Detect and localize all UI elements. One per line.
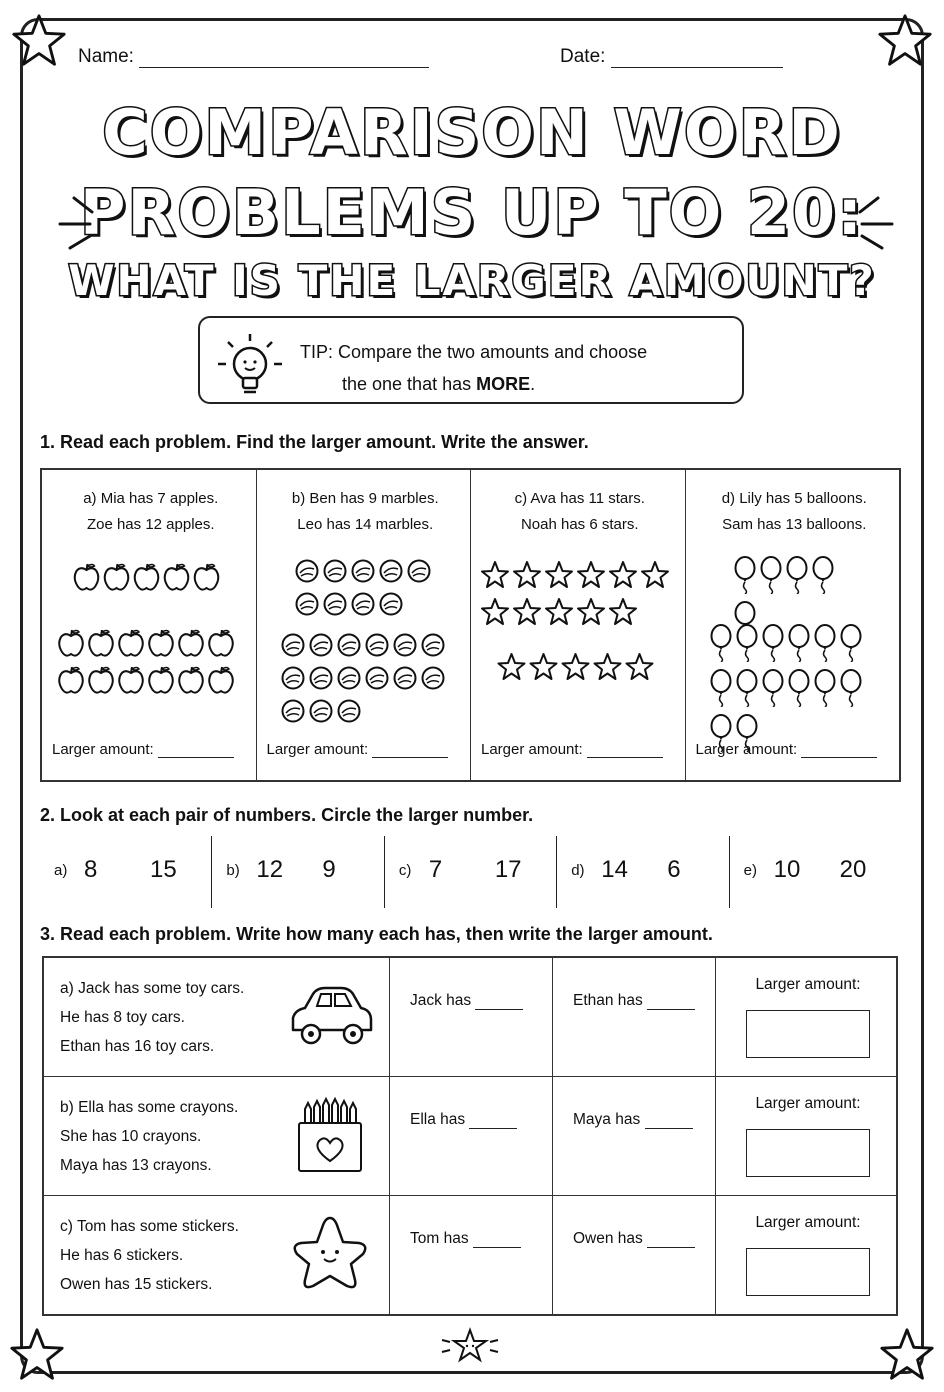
has-answer[interactable]: Owen has xyxy=(573,1230,695,1248)
apple-icon xyxy=(207,628,235,663)
apple-icon xyxy=(207,665,235,700)
toy-car-icon xyxy=(285,976,375,1056)
crayon-box-icon xyxy=(285,1095,375,1175)
star-icon xyxy=(592,652,622,687)
star-icon xyxy=(624,652,654,687)
number-pair-b xyxy=(212,836,384,908)
corner-star-icon xyxy=(876,12,934,70)
balloon-icon xyxy=(709,624,733,667)
pair-number[interactable]: 14 xyxy=(601,856,628,883)
title-line-2: PROBLEMS UP TO 20: xyxy=(80,176,864,249)
title-line-1: COMPARISON WORD xyxy=(102,96,842,169)
sparkle-lines-icon xyxy=(56,194,106,254)
star-icon xyxy=(480,597,510,632)
apple-icon xyxy=(102,562,130,597)
pictogram-group xyxy=(279,632,447,731)
pair-number[interactable]: 12 xyxy=(256,856,284,883)
marble-icon xyxy=(280,698,306,729)
pair-label: b) xyxy=(226,862,240,879)
apple-icon xyxy=(147,665,175,700)
answer-line[interactable] xyxy=(587,744,663,758)
larger-amount-answer[interactable]: Larger amount: xyxy=(481,741,663,758)
has-answer[interactable]: Tom has xyxy=(410,1230,521,1248)
marble-icon xyxy=(308,632,334,663)
larger-amount-label: Larger amount: xyxy=(755,1214,861,1231)
has-answer[interactable]: Ella has xyxy=(410,1111,517,1129)
problem-text: c) Ava has 11 stars. xyxy=(514,490,645,507)
problem-text: a) Mia has 7 apples. xyxy=(83,490,219,507)
sparkle-lines-icon xyxy=(846,194,896,254)
marble-icon xyxy=(322,558,348,589)
star-icon xyxy=(544,560,574,595)
story-text: c) Tom has some stickers. He has 6 stickers. Owen has 15 stickers. xyxy=(60,1218,239,1293)
section-1-grid xyxy=(40,468,901,782)
section-3-title: 3. Read each problem. Write how many each has, then write the larger amount. xyxy=(40,924,713,944)
marble-icon xyxy=(392,665,418,696)
pictogram-group xyxy=(56,628,242,702)
star-icon xyxy=(608,560,638,595)
pair-number[interactable]: 7 xyxy=(428,856,443,883)
apple-icon xyxy=(87,628,115,663)
star-icon xyxy=(528,652,558,687)
star-icon xyxy=(512,597,542,632)
pair-number[interactable]: 20 xyxy=(839,856,867,883)
apple-icon xyxy=(57,665,85,700)
problem-1a xyxy=(42,470,257,780)
marble-icon xyxy=(378,591,404,622)
star-icon xyxy=(496,652,526,687)
balloon-icon xyxy=(787,624,811,667)
tip-line-2: the one that has MORE. xyxy=(342,374,536,394)
section-1-title: 1. Read each problem. Find the larger amount. Write the answer. xyxy=(40,432,589,452)
name-label: Name: xyxy=(78,46,134,67)
marble-icon xyxy=(294,591,320,622)
date-line[interactable] xyxy=(611,50,783,68)
title-line-3: WHAT IS THE LARGER AMOUNT? xyxy=(68,256,876,305)
tip-line-1: TIP: Compare the two amounts and choose xyxy=(300,342,648,362)
marble-icon xyxy=(336,665,362,696)
problem-1b xyxy=(257,470,472,780)
balloon-icon xyxy=(735,669,759,712)
balloon-icon xyxy=(787,669,811,712)
marble-icon xyxy=(350,591,376,622)
pictogram-group xyxy=(708,624,876,759)
problem-3a xyxy=(44,958,896,1077)
pair-number[interactable]: 9 xyxy=(322,856,336,883)
balloon-icon xyxy=(733,556,757,599)
larger-amount-label: Larger amount: xyxy=(755,1095,861,1112)
star-icon xyxy=(560,652,590,687)
number-pair-c xyxy=(385,836,557,908)
section-2-title: 2. Look at each pair of numbers. Circle the larger number. xyxy=(40,805,534,825)
marble-icon xyxy=(280,665,306,696)
date-label: Date: xyxy=(560,46,606,67)
balloon-icon xyxy=(813,669,837,712)
pair-number[interactable]: 6 xyxy=(667,856,681,883)
pair-number[interactable]: 8 xyxy=(84,856,98,883)
pictogram-group xyxy=(71,562,226,599)
pair-number[interactable]: 15 xyxy=(150,856,177,883)
story-text: b) Ella has some crayons. She has 10 crayons. Maya has 13 crayons. xyxy=(60,1099,239,1174)
lightbulb-icon xyxy=(214,328,286,400)
marble-icon xyxy=(364,665,390,696)
apple-icon xyxy=(87,665,115,700)
marble-icon xyxy=(392,632,418,663)
larger-amount-label: Larger amount: xyxy=(755,976,861,993)
balloon-icon xyxy=(759,556,783,599)
apple-icon xyxy=(192,562,220,597)
apple-icon xyxy=(132,562,160,597)
answer-line[interactable] xyxy=(158,744,234,758)
story-text: a) Jack has some toy cars. He has 8 toy cars. Ethan has 16 toy cars. xyxy=(60,980,245,1055)
star-icon xyxy=(512,560,542,595)
pair-number[interactable]: 17 xyxy=(494,856,522,883)
has-answer[interactable]: Maya has xyxy=(573,1111,693,1129)
balloon-icon xyxy=(811,556,835,599)
pair-label: e) xyxy=(743,862,757,879)
marble-icon xyxy=(420,665,446,696)
balloon-icon xyxy=(709,669,733,712)
balloon-icon xyxy=(735,624,759,667)
section-3-grid xyxy=(42,956,898,1316)
number-pair-a xyxy=(40,836,212,908)
pair-label: d) xyxy=(571,862,585,879)
number-pair-d xyxy=(557,836,729,908)
corner-star-icon xyxy=(10,12,68,70)
tip-text xyxy=(300,336,647,400)
apple-icon xyxy=(177,628,205,663)
answer-line[interactable] xyxy=(801,744,877,758)
pictogram-group xyxy=(479,560,677,634)
marble-icon xyxy=(336,698,362,729)
marble-icon xyxy=(364,632,390,663)
marble-icon xyxy=(322,591,348,622)
star-icon xyxy=(576,597,606,632)
marble-icon xyxy=(406,558,432,589)
balloon-icon xyxy=(761,669,785,712)
corner-star-icon xyxy=(878,1326,936,1384)
answer-box[interactable] xyxy=(746,1129,870,1177)
number-pairs xyxy=(40,836,901,908)
problem-text: Zoe has 12 apples. xyxy=(86,516,215,533)
star-icon xyxy=(576,560,606,595)
balloon-icon xyxy=(839,624,863,667)
answer-line[interactable] xyxy=(372,744,448,758)
balloon-icon xyxy=(813,624,837,667)
footer-star-icon xyxy=(440,1326,500,1370)
problem-text: b) Ben has 9 marbles. xyxy=(291,490,439,507)
marble-icon xyxy=(280,632,306,663)
star-icon xyxy=(640,560,670,595)
answer-box[interactable] xyxy=(746,1010,870,1058)
apple-icon xyxy=(177,665,205,700)
balloon-icon xyxy=(839,669,863,712)
apple-icon xyxy=(162,562,190,597)
balloon-icon xyxy=(785,556,809,599)
problem-text: Leo has 14 marbles. xyxy=(297,516,434,533)
apple-icon xyxy=(117,628,145,663)
marble-icon xyxy=(420,632,446,663)
apple-icon xyxy=(147,628,175,663)
smiling-star-icon xyxy=(285,1214,375,1294)
star-icon xyxy=(480,560,510,595)
pair-label: c) xyxy=(398,862,412,879)
problem-1d xyxy=(686,470,900,780)
problem-text: Sam has 13 balloons. xyxy=(722,516,867,533)
apple-icon xyxy=(72,562,100,597)
larger-amount-answer[interactable]: Larger amount: xyxy=(267,741,449,758)
marble-icon xyxy=(308,698,334,729)
pair-label: a) xyxy=(54,862,68,879)
pair-number[interactable]: 10 xyxy=(773,856,801,883)
balloon-icon xyxy=(761,624,785,667)
name-field[interactable] xyxy=(78,46,429,68)
problem-3c xyxy=(44,1196,896,1315)
larger-amount-answer[interactable]: Larger amount: xyxy=(696,741,878,758)
name-line[interactable] xyxy=(139,50,429,68)
date-field[interactable] xyxy=(560,46,783,68)
star-icon xyxy=(544,597,574,632)
larger-amount-answer[interactable]: Larger amount: xyxy=(52,741,234,758)
number-pair-e xyxy=(730,836,901,908)
tip-box xyxy=(198,316,744,404)
has-answer[interactable]: Ethan has xyxy=(573,992,695,1010)
problem-text: Noah has 6 stars. xyxy=(520,516,639,533)
apple-icon xyxy=(57,628,85,663)
star-icon xyxy=(608,597,638,632)
marble-icon xyxy=(336,632,362,663)
has-answer[interactable]: Jack has xyxy=(410,992,523,1010)
marble-icon xyxy=(378,558,404,589)
pictogram-group xyxy=(495,652,660,689)
corner-star-icon xyxy=(8,1326,66,1384)
pictogram-group xyxy=(293,558,433,624)
problem-1c xyxy=(471,470,686,780)
problem-3b xyxy=(44,1077,896,1196)
answer-box[interactable] xyxy=(746,1248,870,1296)
marble-icon xyxy=(350,558,376,589)
problem-text: d) Lily has 5 balloons. xyxy=(721,490,867,507)
apple-icon xyxy=(117,665,145,700)
marble-icon xyxy=(308,665,334,696)
marble-icon xyxy=(294,558,320,589)
